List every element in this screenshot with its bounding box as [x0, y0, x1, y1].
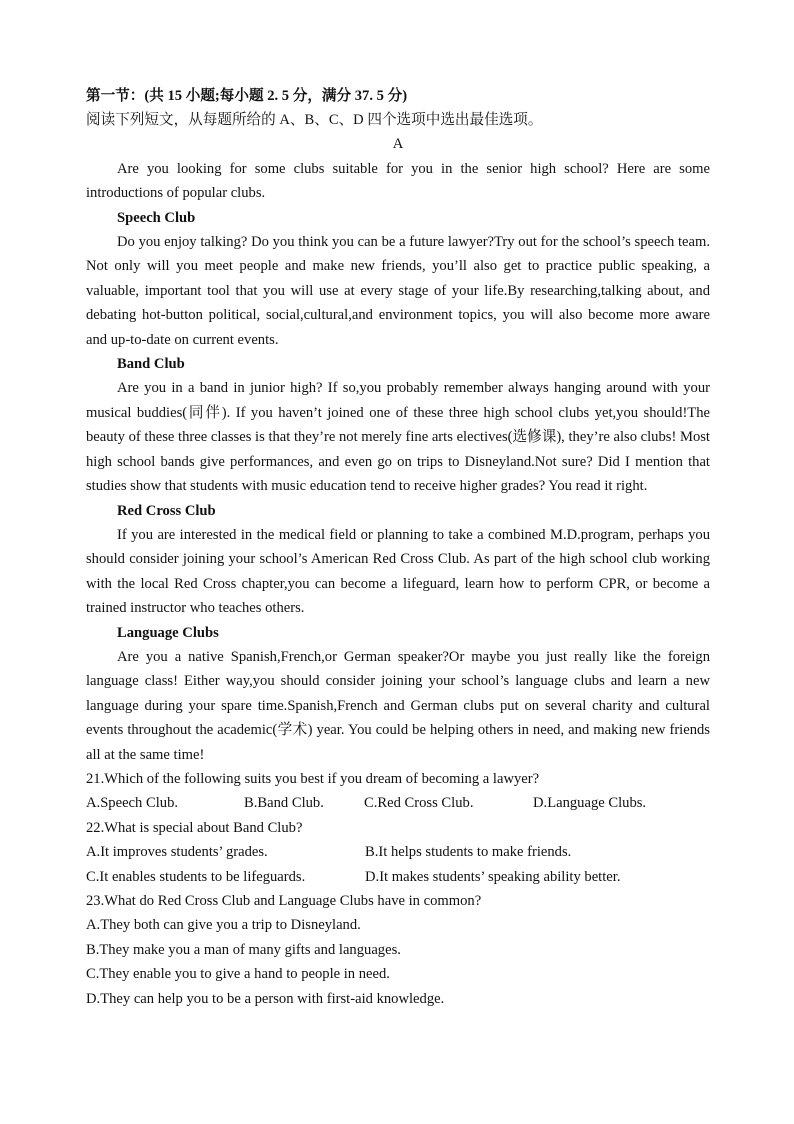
option-a[interactable]: A.Speech Club.: [86, 795, 179, 812]
club-section-language: [86, 621, 710, 767]
option-d[interactable]: D.Language Clubs.: [533, 795, 647, 812]
section-header: 第一节：(共 15 小题;每小题 2. 5 分，满分 37. 5 分): [86, 88, 408, 104]
club-section-red-cross: [86, 499, 710, 621]
question-21: [86, 767, 710, 816]
exam-page: [86, 84, 710, 1011]
question-23: [86, 889, 710, 1011]
club-description: Are you in a band in junior high? If so,you probably remember always hanging around with your musical buddies(同伴). If you haven’t joined one of these three high school clubs yet,you should!The beauty of these three classes is that they’re not merely fine arts electives(选修课), they’re also clubs! Most high school bands give performances, and even go on trips to Disneyland.Not sure? Did I mention that studies show that students with music education tend to receive higher grades? You read it right.: [86, 380, 710, 495]
question-stem: 22.What is special about Band Club?: [86, 819, 303, 836]
club-title: Speech Club: [117, 209, 196, 226]
question-22: [86, 816, 710, 889]
club-section-band: [86, 352, 710, 498]
passage-intro: Are you looking for some clubs suitable for you in the senior high school? Here are some introductions of popular clubs.: [86, 160, 710, 202]
instructions: 阅读下列短文，从每题所给的 A、B、C、D 四个选项中选出最佳选项。: [86, 112, 543, 128]
club-section-speech: [86, 206, 710, 352]
club-description: Are you a native Spanish,French,or German speaker?Or maybe you just really like the foreign language class! Either way,you should consider joining your school’s language clubs and learn a new language during your spare time.Spanish,French and German clubs put on several charity and cultural events throughout the academic(学术) year. You could be helping others in need, and making new friends all at the same time!: [86, 648, 710, 763]
club-title: Language Clubs: [117, 624, 219, 641]
option-b[interactable]: B.They make you a man of many gifts and languages.: [86, 941, 401, 958]
club-description: Do you enjoy talking? Do you think you can be a future lawyer?Try out for the school’s speech team. Not only will you meet people and make new friends, you’ll also get to practice public speaking, a valuable, important tool that you will use at every stage of your life.By researching,talking about, and debating hot-button political, social,cultural,and environment topics, you will also become more aware and up-to-date on current events.: [86, 234, 710, 348]
question-options-row-1: [86, 840, 710, 864]
option-c[interactable]: C.Red Cross Club.: [364, 795, 474, 812]
option-b[interactable]: B.Band Club.: [244, 795, 324, 812]
club-title: Red Cross Club: [117, 502, 216, 519]
option-a[interactable]: A.It improves students’ grades.: [86, 844, 268, 861]
option-c[interactable]: C.They enable you to give a hand to people in need.: [86, 966, 390, 983]
option-d[interactable]: D.It makes students’ speaking ability better.: [365, 868, 621, 885]
question-stem: 23.What do Red Cross Club and Language Clubs have in common?: [86, 893, 482, 909]
option-b[interactable]: B.It helps students to make friends.: [365, 844, 572, 861]
question-stem: 21.Which of the following suits you best if you dream of becoming a lawyer?: [86, 770, 540, 787]
option-c[interactable]: C.It enables students to be lifeguards.: [86, 868, 306, 885]
club-description: If you are interested in the medical field or planning to take a combined M.D.program, perhaps you should consider joining your school’s American Red Cross Club. As part of the high school club working with the local Red Cross chapter,you can become a lifeguard, learn how to perform CPR, or become a trained instructor who teaches others.: [86, 526, 710, 617]
question-options: [86, 791, 710, 815]
club-title: Band Club: [117, 356, 185, 373]
passage-letter: A: [392, 136, 404, 153]
option-a[interactable]: A.They both can give you a trip to Disneyland.: [86, 917, 361, 934]
question-options-row-2: [86, 865, 710, 889]
option-d[interactable]: D.They can help you to be a person with first-aid knowledge.: [86, 990, 445, 1007]
